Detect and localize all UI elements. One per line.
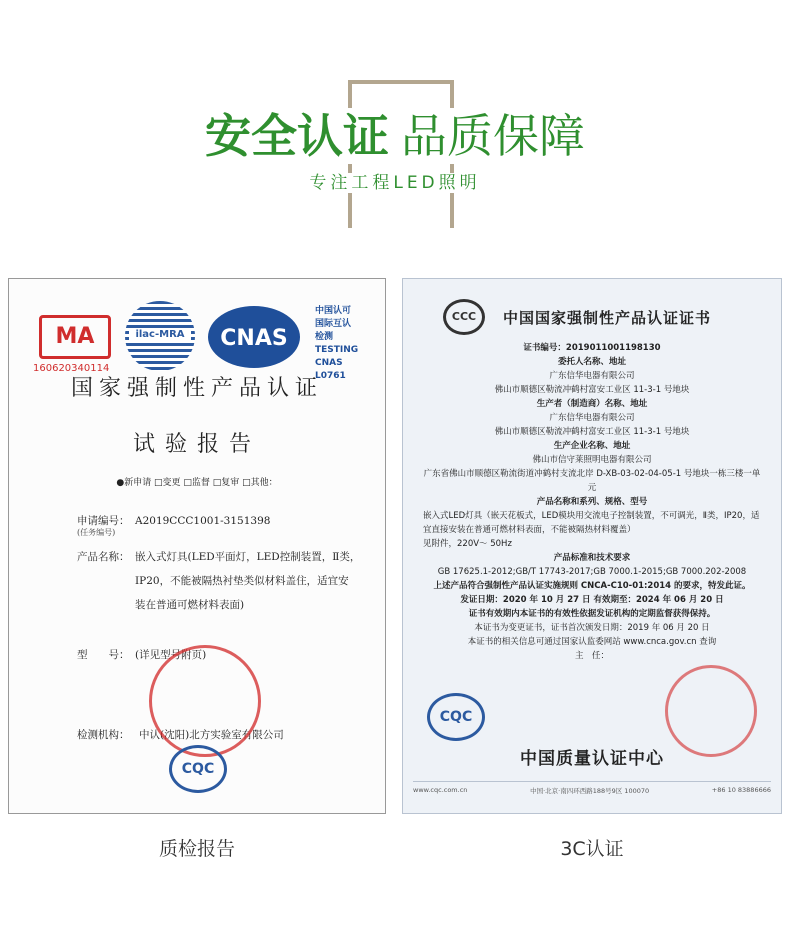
lab-label: 检测机构：	[77, 729, 130, 741]
accreditation-logos	[33, 297, 375, 381]
maker-name: 广东信华电器有限公司	[549, 413, 635, 423]
ma-logo: MA	[39, 315, 111, 359]
product-line: 装在普通可燃材料表面)	[135, 599, 245, 611]
title-bold: 安全认证	[205, 109, 389, 163]
lab-value: 中认(沈阳)北方实验室有限公司	[139, 729, 284, 741]
red-seal-stamp	[149, 645, 261, 757]
factory-address: 广东省佛山市顺德区勒流街道冲鹤村支流北岸 D-XB-03-02-04-05-1 号地块一栋三楼一单元	[423, 469, 761, 493]
page-subtitle	[0, 168, 790, 193]
ccc-certificate-image	[402, 278, 782, 814]
cert-number: 证书编号：2019011001198130	[523, 343, 661, 353]
maker-address: 佛山市顺德区勒流冲鹤村富安工业区 11-3-1 号地块	[494, 427, 690, 437]
product-label: 产品名称和系列、规格、型号	[536, 497, 648, 507]
application-value: A2019CCC1001-3151398	[135, 515, 271, 527]
certificate-header	[443, 299, 771, 339]
product-description: 嵌入式LED灯具（嵌天花板式，LED模块用交流电子控制装置，不可调光，Ⅱ类，IP20，适宜直接安装在普通可燃材料表面，不能被隔热材料覆盖）	[423, 511, 760, 535]
website-note: 本证书的相关信息可通过国家认监委网站 www.cnca.gov.cn 查询	[467, 637, 717, 647]
director-label: 主 任：	[574, 651, 609, 661]
cnas-line: 国际互认	[315, 319, 352, 329]
certificate-footer	[413, 781, 771, 795]
factory-name: 佛山市信守莱照明电器有限公司	[532, 455, 652, 465]
test-report-image	[8, 278, 386, 814]
report-type-options: ●新申请 □变更 □监督 □复审 □其他：	[116, 478, 278, 488]
ma-number: 160620340114	[33, 363, 110, 374]
cqc-logo: CQC	[427, 693, 485, 741]
product-row	[77, 547, 373, 567]
footer-url: www.cqc.com.cn	[413, 786, 468, 794]
product-line: 嵌入式灯具(LED平面灯，LED控制装置，Ⅱ类，	[135, 551, 361, 563]
product-line: IP20，不能被隔热衬垫类似材料盖住，适宜安	[135, 575, 349, 587]
subtitle-text: 专注工程LED照明	[301, 173, 488, 193]
standard-label: 产品标准和技术要求	[553, 553, 631, 563]
validity-note: 证书有效期内本证书的有效性依据发证机构的定期监督获得保持。	[468, 609, 716, 619]
cnas-line: CNAS L0761	[315, 358, 346, 381]
client-address: 佛山市顺德区勒流冲鹤村富安工业区 11-3-1 号地块	[494, 385, 690, 395]
product-label: 产品名称：	[77, 551, 130, 563]
footer-phone: +86 10 83886666	[711, 786, 771, 794]
cnas-line: TESTING	[315, 345, 359, 355]
client-name: 广东信华电器有限公司	[549, 371, 635, 381]
cnas-line: 中国认可	[315, 306, 352, 316]
report-heading: 国家强制性产品认证	[70, 376, 323, 401]
certificate-body	[423, 341, 761, 663]
ilac-mra-logo	[125, 301, 195, 371]
cnas-line: 检测	[315, 332, 334, 342]
rule-statement: 上述产品符合强制性产品认证实施规则 CNCA-C10-01:2014 的要求，特发此证。	[433, 581, 751, 591]
cnas-label: CNAS	[220, 326, 288, 351]
application-label: 申请编号：	[77, 515, 130, 527]
maker-label: 生产者（制造商）名称、地址	[536, 399, 648, 409]
footer-address: 中国·北京·南四环西路188号9区 100070	[530, 787, 650, 795]
product-model: 见附件，220V～ 50Hz	[423, 539, 512, 549]
issue-dates: 发证日期：2020 年 10 月 27 日 有效期至：2024 年 06 月 20 日	[460, 595, 724, 605]
page-title	[0, 108, 790, 164]
standard-value: GB 17625.1-2012;GB/T 17743-2017;GB 7000.1-2015;GB 7000.202-2008	[437, 567, 747, 577]
model-label: 型 号：	[77, 649, 130, 661]
factory-label: 生产企业名称、地址	[553, 441, 631, 451]
title-light: 品质保障	[401, 109, 585, 163]
issuing-center: 中国质量认证中心	[520, 749, 664, 769]
cqc-logo: CQC	[169, 745, 227, 793]
change-note: 本证书为变更证书，证书首次颁发日期：2019 年 06 月 20 日	[474, 623, 710, 633]
caption-3c-certificate: 3C认证	[560, 838, 624, 860]
ilac-label: ilac-MRA	[129, 329, 191, 340]
certificate-title: 中国国家强制性产品认证证书	[503, 309, 712, 327]
caption-test-report: 质检报告	[158, 838, 235, 860]
cnas-logo	[205, 303, 303, 371]
application-sub: (任务编号)	[77, 528, 116, 537]
ccc-logo: CCC	[443, 299, 485, 335]
client-label: 委托人名称、地址	[557, 357, 626, 367]
model-value: (详见型号附页)	[135, 649, 207, 661]
report-subheading: 试验报告	[132, 432, 261, 457]
